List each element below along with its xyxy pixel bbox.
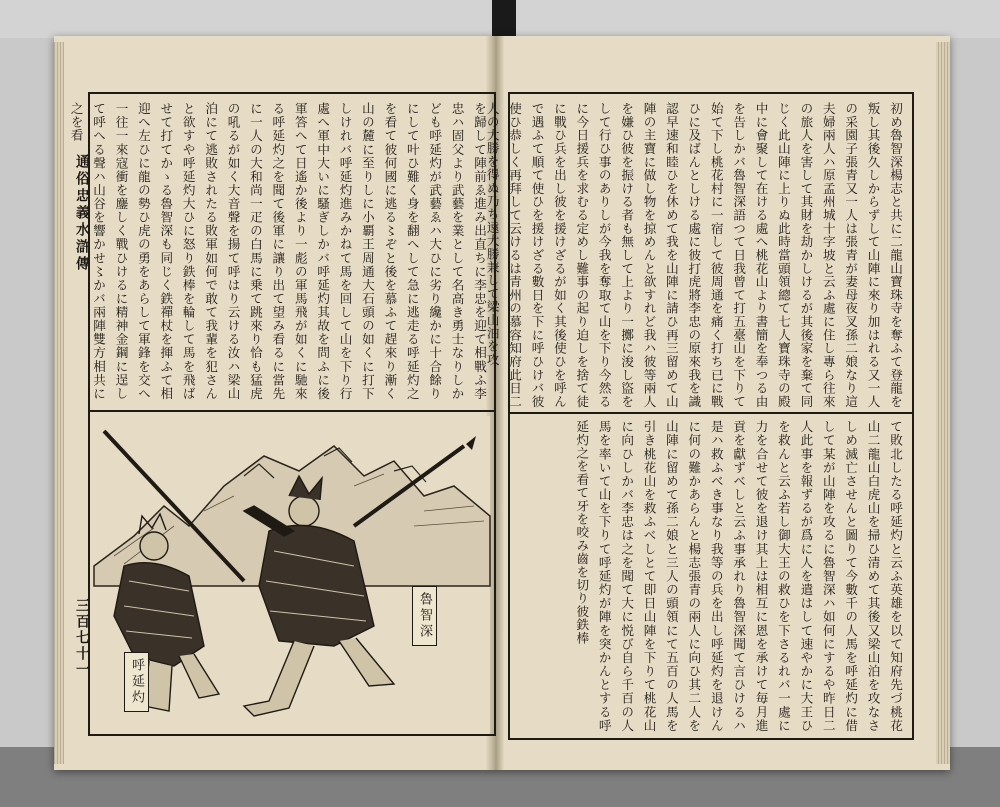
left-page-paragraph: を歸して陣前ゑ進み出直ちに李忠を迎て相戰ふ李忠ハ固父より武藝を業として名高き勇士なりしかども呼延灼が武藝ゑハ大ひに劣り纔かに十合餘りにして叶ひ難く身を翻へして急に逃走る呼延灼之を看て彼何國に逃る〻ぞと後を慕ふて趕來り漸く山の麓に至りしに小覇王周通大石頭の如くに打下しけれバ呼延灼進みかねて馬を回して山を下り行處へ軍中大いに騷ぎしかバ呼延灼其故を問ふに後軍答へて日遙か後より一彪の軍馬飛が如くに馳來る呼延灼之を聞て後軍に讓り出て望み看るに當先に一人の大和尚一疋の白馬に乗て跳來り恰も猛虎の吼るが如く大音聲を揚て呼はり云ける汝ハ梁山泊にて逃敗されたる敗軍如何で敢て我輩を犯さんと欲すや呼延灼大ひに怒り鉄棒を輪して馬を飛ばせて打てかゝる魯智深も同じく鉄禪杖を揮ふて相迎へ左ひに龍の勢ひ虎の勇をあらして軍鋒を交へ一往一來寇衝を鏖しく戰ひけるに精神金鋼に逞して呼へる聲ハ山谷を響かせ〻かバ兩陣雙方相共に之を看 bbox=[68, 102, 487, 400]
character-label-hu-yanzhuo: 呼延灼 bbox=[124, 652, 149, 712]
right-page-paragraph-upper: 初め魯智深楊志と共に二龍山寶珠寺を奪ふて登龍を叛し其後久しからずして山陣に來り加はれる又一人の采園子張青又一人は張青が妻母夜叉孫二娘なり這夫婦兩人ハ原孟州城十字坡と云ふ處に住し專ら往來の旅人を害して其財を劫かしけるが其後家を棄て同じく此山陣に上りぬ此時當頭領總て七人寶珠寺の殿中に會聚して在ける處へ桃花山より書簡を奉つる由を告しかバ魯智深語つて日我曾て打五臺山を下りて始て下し桃花村に一宿して彼周通を痛く打ち已に戰ひに及ばんとしける處に彼打虎將李忠の原來我を識認早速和睦ひを休めて我を山陣に請ひ再三留めて山陣の主寶に做し物を掠めんと欲すれど我ハ彼等兩人を嫌ひ彼を振ける者も無して上より一擲に浚し盜をして行ひ事のありしが今我を奪取て山を下り今然るに今日援兵を求むる定めし難事の起り迫しを捨て徒に戰ひ兵を出し彼を援けざるが如く其後使ひを呼んで遇ふて順て使ひを援けざる數日を下に呼ひけバ彼使ひ恭しく再拜して云けるは青州の慕容知府此日二人の大勝を得ぬ乃ち遠大勝兼して梁山泊を攻 bbox=[484, 102, 903, 408]
page-number: 三百七十一 bbox=[74, 598, 90, 678]
frame-divider bbox=[90, 410, 494, 412]
frame-divider bbox=[510, 412, 912, 414]
right-page-text-lower bbox=[516, 420, 906, 732]
right-page-paragraph-lower: て敗北したる呼延灼と云ふ英雄を以て知府先づ桃花山二龍山白虎山を掃ひ清めて其後又梁山泊を攻なさしめ滅亡させんと圖りて今數千の人馬を呼延灼に借して某が山陣を攻るに魯智深ハ如何にするや昨日二人此事を報ずるが爲に人を遣はして速やかに大王ひを救んと云ふ若し御大王の救ひを下さるれバ一處に力を合せて彼を退け其上は相互に恩を承けて毎月進貢を獻ずべしと云ふ事承れり魯智深聞て言ひけるハ是ハ救ふべき事なり我等の兵を出し呼延灼を退けんに何の難かあらんと楊志張青の兩人に向ひ其二人を山陣に留めて孫二娘と三人の頭領にて五百の人馬を引き桃花山を救ふべしとて即日山陣を下りて桃花山に向ひしかバ李忠は之を聞て大に悦び自ら千百の人馬を率いて山を下りて呼延灼が陣を突かんとする呼延灼之を看て牙を咬み齒を切り彼鉄棒 bbox=[574, 420, 903, 732]
left-page bbox=[64, 36, 486, 770]
right-page-frame bbox=[484, 92, 914, 740]
right-page-text-upper bbox=[484, 102, 906, 408]
battle-scene-image bbox=[94, 416, 490, 734]
character-label-lu-zhishen: 魯智深 bbox=[412, 586, 437, 646]
running-title: 通俗忠義水滸傳 bbox=[74, 154, 90, 273]
page-edges-right bbox=[936, 42, 950, 764]
right-page bbox=[484, 36, 936, 770]
woodblock-illustration bbox=[94, 416, 490, 734]
open-book bbox=[54, 36, 950, 770]
page-edges-left bbox=[54, 42, 64, 764]
